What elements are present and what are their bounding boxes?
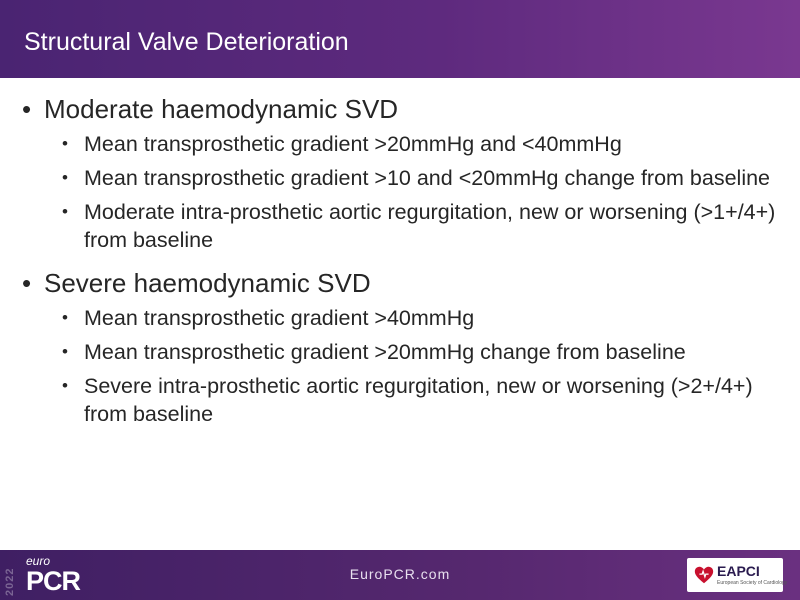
list-item-text: Mean transprosthetic gradient >20mmHg and <40mmHg [84, 132, 622, 156]
list-item-text: Mean transprosthetic gradient >10 and <20mmHg change from baseline [84, 166, 771, 190]
list-item-text: Moderate intra-prosthetic aortic regurgitation, new or worsening (>1+/4+) from baseline [84, 200, 776, 252]
bullet-icon: • [22, 94, 32, 124]
bullet-icon: • [62, 342, 68, 361]
list-item [0, 164, 800, 192]
bullet-icon: • [22, 268, 32, 298]
section-heading [0, 266, 800, 300]
slide-title: Structural Valve Deterioration [24, 28, 349, 56]
europcr-logo: PCR [26, 566, 81, 596]
bullet-icon: • [62, 308, 68, 327]
bullet-icon: • [62, 376, 68, 395]
list-item [0, 304, 800, 332]
bullet-icon: • [62, 202, 68, 221]
list-item [0, 130, 800, 158]
slide-header [0, 0, 800, 78]
europcr-logo-top: euro [26, 554, 51, 568]
bullet-icon: • [62, 168, 68, 187]
eapci-subtitle: European Society of Cardiology [717, 580, 788, 586]
eapci-name: EAPCI [717, 563, 760, 579]
website-link[interactable]: EuroPCR.com [349, 566, 451, 582]
eapci-logo [687, 558, 788, 592]
list-item [0, 338, 800, 366]
year-text: 2022 [4, 567, 16, 596]
list-item [0, 372, 800, 428]
section-heading-text: Moderate haemodynamic SVD [44, 94, 399, 124]
section-heading [0, 92, 800, 126]
slide-content [0, 92, 800, 428]
list-item [0, 198, 800, 254]
heart-icon [693, 564, 715, 586]
list-item-text: Severe intra-prosthetic aortic regurgitation, new or worsening (>2+/4+) from baseline [84, 374, 753, 426]
slide-footer [0, 550, 800, 600]
bullet-icon: • [62, 134, 68, 153]
list-item-text: Mean transprosthetic gradient >20mmHg change from baseline [84, 340, 686, 364]
list-item-text: Mean transprosthetic gradient >40mmHg [84, 306, 475, 330]
section-heading-text: Severe haemodynamic SVD [44, 268, 371, 298]
